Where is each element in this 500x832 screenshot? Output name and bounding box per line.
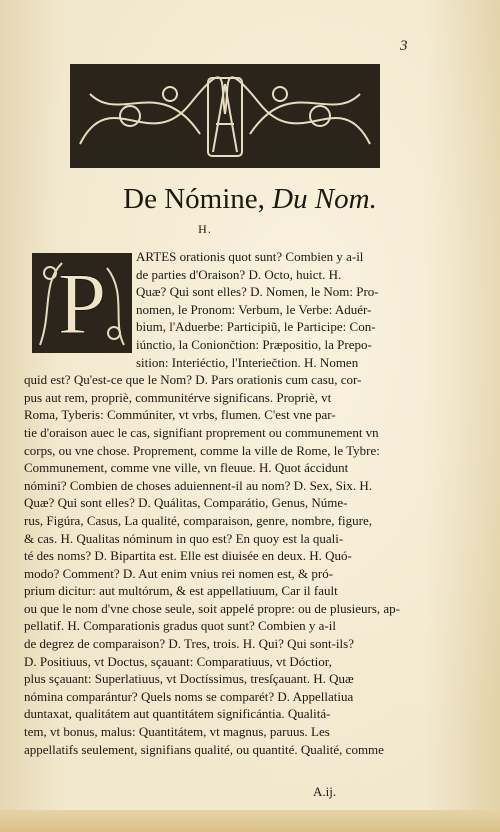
text-line: quid est? Qu'est-ce que le Nom? D. Pars orationis cum casu, cor- bbox=[24, 372, 362, 388]
svg-text:P: P bbox=[57, 256, 107, 353]
text-line: plus sçauant: Superlatiuus, vt Doctíssimus, tresſçauant. H. Quæ bbox=[24, 671, 354, 687]
text-line: té des noms? D. Bipartita est. Elle est diuisée en deux. H. Quó- bbox=[24, 548, 352, 564]
text-line: appellatifs seulement, signifians qualité, ou quantité. Qualité, comme bbox=[24, 741, 384, 757]
headpiece-ornament bbox=[70, 64, 380, 168]
signature-mark: A.ij. bbox=[313, 784, 337, 799]
text-line: sition: Interiéctio, l'Interiečtion. H. Nomen bbox=[136, 354, 359, 370]
text-line: de parties d'Oraison? D. Octo, huict. H. bbox=[136, 266, 342, 282]
text-line: D. Positiuus, vt Doctus, sçauant: Comparatiuus, vt Dóctior, bbox=[24, 653, 332, 669]
text-line: nómini? Combien de choses aduiennent-il au nom? D. Sex, Six. H. bbox=[24, 477, 373, 493]
title-french: Du Nom. bbox=[272, 183, 377, 215]
text-line: pellatif. H. Comparationis gradus quot sunt? Combien y a-il bbox=[24, 618, 336, 634]
speaker-label: H. bbox=[198, 222, 212, 236]
text-line: iúnctio, la Coniončtion: Præpositio, la Prepo- bbox=[136, 336, 372, 352]
text-line: de degrez de comparaison? D. Tres, trois. H. Qui? Qui sont-ils? bbox=[24, 636, 354, 652]
text-line: tie d'oraison auec le cas, signifiant proprement ou communement vn bbox=[24, 424, 379, 440]
title-latin: De Nómine, bbox=[123, 183, 265, 215]
page-edge bbox=[0, 810, 500, 832]
text-line: Quæ? Qui sont elles? D. Nomen, le Nom: Pro- bbox=[136, 284, 379, 300]
text-line: modo? Comment? D. Aut enim vnius rei nomen est, & pró- bbox=[24, 565, 334, 581]
text-line: Quæ? Qui sont elles? D. Quálitas, Comparátio, Genus, Núme- bbox=[24, 495, 348, 511]
text-line: Roma, Tyberis: Commúniter, vt vrbs, flumen. C'est vne par- bbox=[24, 407, 336, 423]
text-line: & cas. H. Qualitas nóminum in quo est? En quoy est la quali- bbox=[24, 530, 344, 546]
chapter-title bbox=[0, 183, 500, 216]
text-line: nómina comparántur? Quels noms se comparét? D. Appellatiua bbox=[24, 688, 354, 704]
text-line: ou que le nom d'vne chose seule, soit appelé propre: ou de plusieurs, ap- bbox=[24, 600, 400, 616]
dialogue-text bbox=[24, 248, 414, 758]
text-line: ARTES orationis quot sunt? Combien y a-il bbox=[136, 249, 364, 264]
text-line: tem, vt bonus, malus: Quantitátem, vt magnus, paruus. Les bbox=[24, 724, 330, 740]
page-number: 3 bbox=[400, 38, 408, 54]
text-line: Communement, comme vne ville, vn fleuue. H. Quot áccidunt bbox=[24, 460, 349, 476]
text-line: pus aut rem, propriè, communitérve significans. Propriè, vt bbox=[24, 389, 332, 405]
text-line: rus, Figúra, Casus, La qualité, comparaison, genre, nombre, figure, bbox=[24, 512, 373, 528]
text-line: bium, l'Aduerbe: Participiũ, le Participe: Con- bbox=[136, 319, 376, 335]
text-line: prium dicitur: aut multórum, & est appellatiuum, Car il fault bbox=[24, 583, 338, 599]
text-line: nomen, le Pronom: Verbum, le Verbe: Aduér- bbox=[136, 301, 372, 317]
text-line: corps, ou vne chose. Proprement, comme la ville de Rome, le Tybre: bbox=[24, 442, 380, 458]
text-line: duntaxat, qualitátem aut quantitátem significántia. Qualitá- bbox=[24, 706, 331, 722]
